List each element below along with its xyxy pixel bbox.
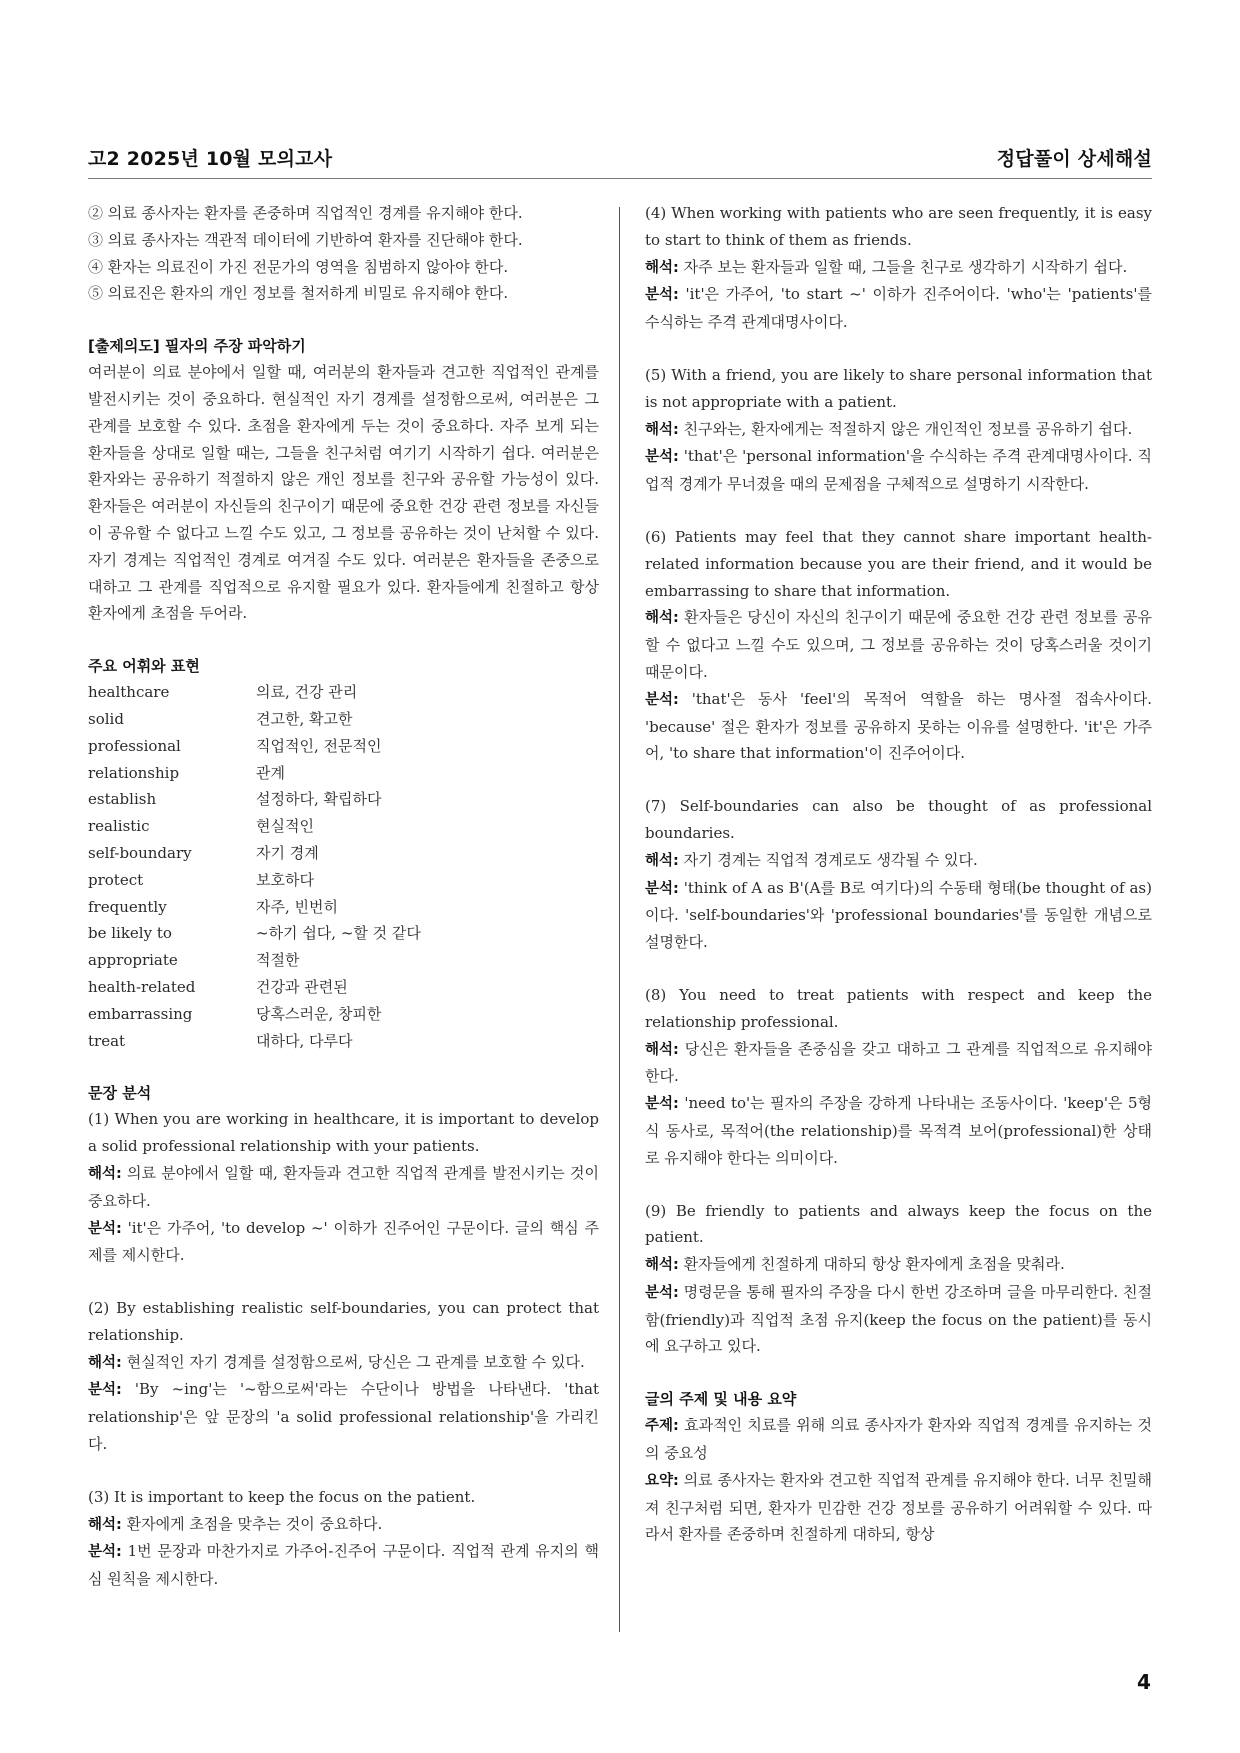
- sentence-interp: 자기 경계는 직업적 경계로도 생각될 수 있다.: [683, 850, 978, 869]
- summary-label: 요약:: [645, 1472, 679, 1489]
- interp-label: 해석:: [645, 259, 679, 276]
- summary-text: 의료 종사자는 환자와 견고한 직업적 관계를 유지해야 한다. 너무 친밀해져 친구처럼 되면, 환자가 민감한 건강 정보를 공유하기 어려워할 수 있다. 따라서 환자를 존중하며 친절하게 대하되, 항상: [645, 1470, 1152, 1544]
- sentence-analysis: 'that'은 동사 'feel'의 목적어 역할을 하는 명사절 접속사이다. 'because' 절은 환자가 정보를 공유하지 못하는 이유를 설명한다. 'it'은 가주어, 'to share that information'이 진주어이다.: [645, 689, 1152, 763]
- interp-label: 해석:: [645, 1257, 679, 1274]
- interp-label: 해석:: [88, 1516, 122, 1533]
- sentence-analysis: 'that'은 'personal information'을 수식하는 주격 관계대명사이다. 직업적 경계가 무너졌을 때의 문제점을 구체적으로 설명하기 시작한다.: [645, 447, 1152, 494]
- sentence-en: (2) By establishing realistic self-boundaries, you can protect that relationship.: [88, 1299, 599, 1344]
- vocab-ko: 직업적인, 전문적인: [256, 736, 382, 755]
- vocab-en: solid: [88, 709, 124, 728]
- analysis-label: 분석:: [88, 1544, 122, 1561]
- vocab-en: health-related: [88, 977, 196, 996]
- answer-choice-3: ③ 의료 종사자는 객관적 데이터에 기반하여 환자를 진단해야 한다.: [88, 230, 523, 249]
- sentence-interp: 환자들에게 친절하게 대하되 항상 환자에게 초점을 맞춰라.: [683, 1255, 1065, 1274]
- sentence-en: (8) You need to treat patients with respect and keep the relationship professional.: [645, 985, 1152, 1031]
- vocab-en: appropriate: [88, 951, 178, 970]
- interp-label: 해석:: [645, 852, 679, 869]
- sentence-en: (5) With a friend, you are likely to share personal information that is not appropriate with a patient.: [645, 365, 1152, 411]
- interp-label: 해석:: [88, 1354, 122, 1371]
- sentence-interp: 환자에게 초점을 맞추는 것이 중요하다.: [126, 1514, 383, 1533]
- sentence-block-1: [88, 1106, 599, 1269]
- sentence-block-2: [88, 1295, 599, 1458]
- vocab-ko: 당혹스러운, 창피한: [256, 1004, 382, 1023]
- intent-heading: [출제의도] 필자의 주장 파악하기: [88, 337, 306, 356]
- vocab-en: protect: [88, 870, 144, 889]
- analysis-label: 분석:: [645, 449, 679, 466]
- sentence-block-6: [645, 524, 1152, 767]
- vocab-ko: 적절한: [256, 951, 300, 970]
- vocab-ko: 견고한, 확고한: [256, 709, 353, 728]
- sentence-analysis: 명령문을 통해 필자의 주장을 다시 한번 강조하며 글을 마무리한다. 친절함(friendly)과 직업적 초점 유지(keep the focus on the patient)를 동시에 요구하고 있다.: [645, 1282, 1152, 1356]
- vocab-en: frequently: [88, 897, 167, 916]
- analysis-label: 분석:: [645, 691, 679, 708]
- sentence-interp: 의료 분야에서 일할 때, 환자들과 견고한 직업적 관계를 발전시키는 것이 중요하다.: [88, 1163, 599, 1210]
- sentence-en: (1) When you are working in healthcare, it is important to develop a solid professional relationship with your patients.: [88, 1110, 599, 1156]
- vocab-en: healthcare: [88, 683, 170, 702]
- analysis-heading: 문장 분석: [88, 1084, 152, 1103]
- sentence-en: (9) Be friendly to patients and always keep the focus on the patient.: [645, 1201, 1152, 1247]
- section-title: 정답풀이 상세해설: [996, 148, 1152, 170]
- vocab-ko: 현실적인: [256, 817, 314, 836]
- exam-title: 고2 2025년 10월 모의고사: [88, 148, 333, 170]
- vocab-en: be likely to: [88, 924, 172, 943]
- column-divider: [619, 207, 620, 1632]
- answer-choice-2: ② 의료 종사자는 환자를 존중하며 직업적인 경계를 유지해야 한다.: [88, 204, 523, 222]
- sentence-block-3: [88, 1484, 599, 1593]
- analysis-label: 분석:: [645, 1096, 679, 1113]
- interp-label: 해석:: [645, 610, 679, 627]
- answer-choice-5: ⑤ 의료진은 환자의 개인 정보를 철저하게 비밀로 유지해야 한다.: [88, 284, 509, 303]
- page-header: [88, 140, 1152, 179]
- vocab-ko: 관계: [256, 763, 285, 782]
- sentence-analysis: 'need to'는 필자의 주장을 강하게 나타내는 조동사이다. 'keep'은 5형식 동사로, 목적어(the relationship)를 목적격 보어(professional)한 상태로 유지해야 한다는 의미이다.: [645, 1094, 1152, 1167]
- analysis-label: 분석:: [645, 880, 679, 897]
- left-column: [88, 200, 599, 1593]
- interp-label: 해석:: [645, 421, 679, 438]
- sentence-interp: 당신은 환자들을 존중심을 갖고 대하고 그 관계를 직업적으로 유지해야 한다.: [645, 1039, 1152, 1086]
- sentence-en: (7) Self-boundaries can also be thought of as professional boundaries.: [645, 797, 1152, 842]
- vocab-en: embarrassing: [88, 1004, 193, 1023]
- sentence-interp: 환자들은 당신이 자신의 친구이기 때문에 중요한 건강 관련 정보를 공유할 수 없다고 느낄 수도 있으며, 그 정보를 공유하는 것이 당혹스러울 것이기 때문이다.: [645, 608, 1152, 681]
- sentence-interp: 친구와는, 환자에게는 적절하지 않은 개인적인 정보를 공유하기 쉽다.: [683, 419, 1133, 438]
- sentence-block-8: [645, 982, 1152, 1172]
- sentence-analysis: 1번 문장과 마찬가지로 가주어-진주어 구문이다. 직업적 관계 유지의 핵심 원칙을 제시한다.: [88, 1542, 599, 1589]
- interp-label: 해석:: [88, 1165, 122, 1182]
- sentence-block-5: [645, 362, 1152, 498]
- intent-translation: 여러분이 의료 분야에서 일할 때, 여러분의 환자들과 견고한 직업적인 관계를 발전시키는 것이 중요하다. 현실적인 자기 경계를 설정함으로써, 여러분은 그 관계를 보호할 수 있다. 초점을 환자에게 두는 것이 중요하다. 자주 보게 되는 환자들을 상대로 일할 때는, 그들을 친구처럼 여기기 시작하기 쉽다. 여러분은 환자와는 공유하기 적절하지 않은 개인 정보를 친구와 공유할 가능성이 있다. 환자들은 여러분이 자신들의 친구이기 때문에 중요한 건강 관련 정보를 자신들이 공유할 수 없다고 느낄 수도 있고, 그 정보를 공유하는 것이 난처할 수 있다. 자기 경계는 직업적인 경계로 여겨질 수도 있다. 여러분은 환자들을 존중으로 대하고 그 관계를 직업적으로 유지할 필요가 있다. 환자들에게 친절하고 항상 환자에게 초점을 두어라.: [88, 363, 599, 623]
- vocab-ko: 자기 경계: [256, 843, 319, 862]
- sentence-interp: 현실적인 자기 경계를 설정함으로써, 당신은 그 관계를 보호할 수 있다.: [126, 1352, 585, 1371]
- analysis-label: 분석:: [88, 1220, 122, 1237]
- right-column: [645, 200, 1152, 1548]
- vocab-en: relationship: [88, 763, 180, 782]
- vocab-en: establish: [88, 790, 157, 809]
- vocab-ko: 건강과 관련된: [256, 977, 348, 996]
- vocab-ko: 설정하다, 확립하다: [256, 790, 382, 809]
- interp-label: 해석:: [645, 1041, 679, 1058]
- vocab-en: realistic: [88, 817, 150, 836]
- vocab-ko: 대하다, 다루다: [256, 1031, 353, 1050]
- summary-heading: 글의 주제 및 내용 요약: [645, 1390, 797, 1409]
- vocab-ko: 자주, 빈번히: [256, 897, 338, 916]
- sentence-en: (4) When working with patients who are seen frequently, it is easy to start to think of them as friends.: [645, 204, 1152, 249]
- sentence-en: (6) Patients may feel that they cannot share important health-related information because you are their friend, and it would be embarrassing to share that information.: [645, 527, 1152, 600]
- topic-label: 주제:: [645, 1418, 679, 1435]
- vocab-list: [88, 679, 599, 1054]
- vocab-en: self-boundary: [88, 843, 192, 862]
- sentence-interp: 자주 보는 환자들과 일할 때, 그들을 친구로 생각하기 시작하기 쉽다.: [683, 257, 1128, 276]
- answer-choice-4: ④ 환자는 의료진이 가진 전문가의 영역을 침범하지 않아야 한다.: [88, 257, 509, 276]
- sentence-block-4: [645, 200, 1152, 336]
- analysis-label: 분석:: [88, 1382, 122, 1399]
- vocab-heading: 주요 어휘와 표현: [88, 657, 200, 676]
- vocab-en: professional: [88, 736, 181, 755]
- sentence-en: (3) It is important to keep the focus on the patient.: [88, 1487, 476, 1506]
- analysis-label: 분석:: [645, 1284, 679, 1301]
- sentence-analysis: 'it'은 가주어, 'to develop ~' 이하가 진주어인 구문이다. 글의 핵심 주제를 제시한다.: [88, 1218, 599, 1265]
- sentence-block-9: [645, 1198, 1152, 1361]
- topic-text: 효과적인 치료를 위해 의료 종사자가 환자와 직업적 경계를 유지하는 것의 중요성: [645, 1416, 1152, 1463]
- sentence-block-7: [645, 793, 1152, 956]
- sentence-analysis: 'think of A as B'(A를 B로 여기다)의 수동태 형태(be thought of as)이다. 'self-boundaries'와 'professional boundaries'를 동일한 개념으로 설명한다.: [645, 878, 1152, 952]
- page-number: 4: [1137, 1670, 1151, 1694]
- analysis-label: 분석:: [645, 287, 679, 304]
- vocab-en: treat: [88, 1031, 126, 1050]
- sentence-analysis: 'it'은 가주어, 'to start ~' 이하가 진주어이다. 'who'는 'patients'를 수식하는 주격 관계대명사이다.: [645, 285, 1152, 332]
- vocab-ko: ~하기 쉽다, ~할 것 같다: [256, 924, 421, 943]
- vocab-ko: 의료, 건강 관리: [256, 683, 358, 702]
- vocab-ko: 보호하다: [256, 870, 314, 889]
- sentence-analysis: 'By ~ing'는 '~함으로써'라는 수단이나 방법을 나타낸다. 'that relationship'은 앞 문장의 'a solid professional relationship'을 가리킨다.: [88, 1380, 599, 1454]
